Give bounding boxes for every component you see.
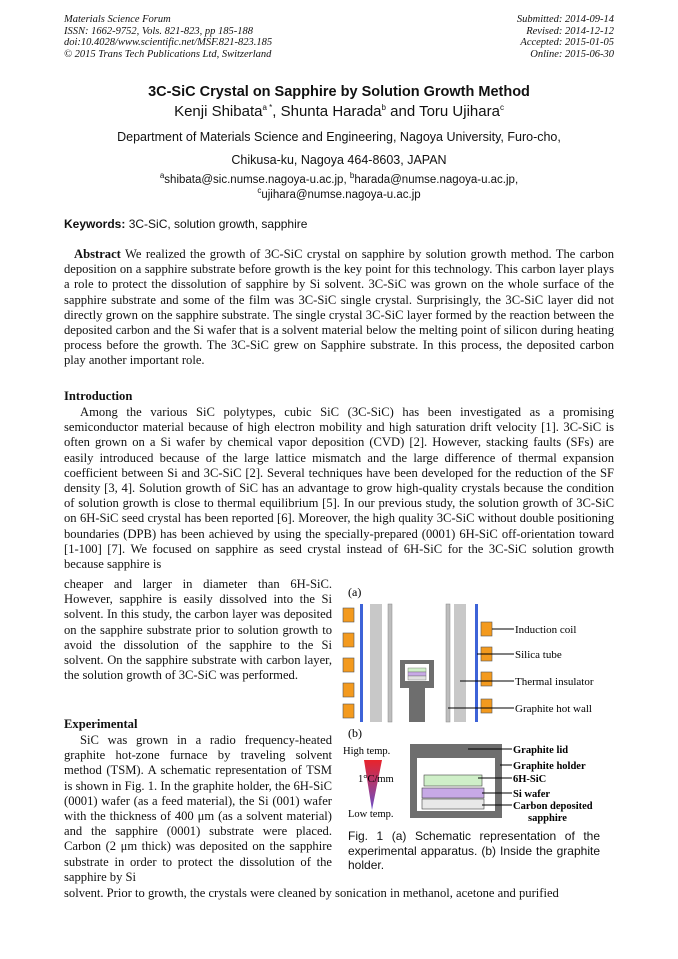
experimental-heading: Experimental bbox=[64, 717, 138, 731]
label-high-temp: High temp. bbox=[343, 746, 391, 757]
author-2: Shunta Harada bbox=[280, 103, 382, 120]
submitted-date: Submitted: 2014-09-14 bbox=[516, 14, 614, 25]
keywords bbox=[64, 217, 307, 231]
sapphire-layer-b bbox=[422, 799, 484, 809]
figure-1-schematic bbox=[338, 582, 618, 827]
induction-coil-left-5 bbox=[343, 704, 354, 718]
temperature-gradient-triangle bbox=[364, 760, 382, 810]
sapphire-layer-a bbox=[408, 676, 426, 680]
label-thermal-insulator: Thermal insulator bbox=[515, 676, 594, 688]
affiliation-line-1: Department of Materials Science and Engineering, Nagoya University, Furo-cho, bbox=[117, 130, 561, 144]
label-gradient: 1°C/mm bbox=[358, 774, 394, 785]
doi: doi:10.4028/www.scientific.net/MSF.821-823.185 bbox=[64, 37, 273, 48]
publication-dates bbox=[517, 14, 614, 60]
sic-layer-a bbox=[408, 668, 426, 672]
experimental-continuation: solvent. Prior to growth, the crystals were cleaned by sonication in methanol, acetone and purified bbox=[64, 886, 559, 900]
keywords-text: 3C-SiC, solution growth, sapphire bbox=[125, 217, 308, 231]
si-layer-a bbox=[408, 672, 426, 676]
email-line-2: $^c$ujihara@numse.nagoya-u.ac.jp bbox=[257, 186, 421, 201]
induction-coil-left-4 bbox=[343, 683, 354, 697]
label-graphite-lid: Graphite lid bbox=[513, 745, 569, 756]
thermal-insulator-left bbox=[370, 604, 382, 722]
introduction-heading: Introduction bbox=[64, 389, 133, 403]
email-a[interactable]: shibata@sic.numse.nagoya-u.ac.jp, bbox=[164, 173, 350, 186]
author-3: Toru Ujihara bbox=[419, 103, 500, 120]
abstract bbox=[64, 247, 614, 369]
label-induction-coil: Induction coil bbox=[515, 624, 577, 636]
induction-coil-right-4 bbox=[481, 699, 492, 713]
online-date: Online: 2015-06-30 bbox=[530, 48, 614, 60]
label-silica-tube: Silica tube bbox=[515, 649, 562, 661]
author-1: Kenji Shibata bbox=[174, 103, 263, 120]
figure-label-b: (b) bbox=[348, 726, 362, 740]
affiliation-line-2: Chikusa-ku, Nagoya 464-8603, JAPAN bbox=[231, 153, 447, 167]
label-carbon-deposited: Carbon deposited bbox=[513, 801, 593, 812]
si-wafer-layer-b bbox=[422, 788, 484, 798]
silica-tube-left bbox=[360, 604, 363, 722]
revised-date: Revised: 2014-12-12 bbox=[526, 25, 614, 37]
accepted-date: Accepted: 2015-01-05 bbox=[520, 37, 614, 48]
label-graphite-holder: Graphite holder bbox=[513, 761, 586, 772]
journal-name: Materials Science Forum bbox=[64, 14, 171, 25]
introduction-paragraph-2: cheaper and larger in diameter than 6H-SiC. However, sapphire is easily dissolved into the Si solvent. In this study, the carbon layer was deposited on the sapphire substrate prior to solution growth to avoid the dissolution of the sapphire to the Si solvent. On the sapphire substrate with carbon layer, the solution growth of 3C-SiC was performed. bbox=[64, 577, 332, 683]
journal-info bbox=[64, 14, 272, 60]
induction-coil-left-1 bbox=[343, 608, 354, 622]
email-b[interactable]: harada@numse.nagoya-u.ac.jp, bbox=[354, 173, 519, 186]
experimental-paragraph: SiC was grown in a radio frequency-heated graphite hot-zone furnace by traveling solvent method (TSM). A schematic representation of TSM is shown in Fig. 1. In the graphite holder, the 6H-SiC (0001) wafer (as a feed material), the Si (001) wafer with the thickness of 400 μm (as a solvent material) and the sapphire (0001) substrate were placed. Carbon (2 μm thick) was deposited on the sapphire substrate in order to protect the dissolution of the sapphire by Si bbox=[64, 733, 332, 884]
graphite-hot-wall-left bbox=[388, 604, 392, 722]
abstract-label: Abstract bbox=[74, 247, 121, 261]
induction-coil-left-2 bbox=[343, 633, 354, 647]
copyright: © 2015 Trans Tech Publications Ltd, Switzerland bbox=[64, 48, 272, 60]
label-sapphire: sapphire bbox=[528, 813, 567, 824]
induction-coil-right-3 bbox=[481, 672, 492, 686]
label-si-wafer: Si wafer bbox=[513, 789, 551, 800]
introduction-paragraph-1: Among the various SiC polytypes, cubic SiC (3C-SiC) has been investigated as a promising semiconductor material because of high electron mobility and high saturation drift velocity [1]. 3C-SiC is often grown on a Si wafer by chemical vapor deposition (CVD) [2]. However, stacking faults (SFs) are easily introduced because of the large lattice mismatch and the large difference of thermal expansion coefficient between Si and 3C-SiC [2]. Several techniques have been developed for the reduction of the SF density [3, 4]. Solution growth of SiC has an advantage to grow high-quality crystals because the condition of solution growth is close to thermal equilibrium [5]. In our previous study, the solution growth of 3C-SiC on 6H-SiC seed crystal has been reported [6]. Moreover, the high quality 3C-SiC without double positioning boundaries (DPB) has been achieved by using the specially-prepared (0001) 6H-SiC off-orientation toward [1-100] [7]. We focused on sapphire as seed crystal instead of 6H-SiC for the 3C-SiC solution growth because sapphire is bbox=[64, 405, 614, 572]
figure-label-a: (a) bbox=[348, 585, 362, 599]
graphite-hot-wall-right bbox=[446, 604, 450, 722]
label-graphite-hot-wall: Graphite hot wall bbox=[515, 703, 592, 715]
label-low-temp: Low temp. bbox=[348, 809, 394, 820]
author-list: Kenji Shibata$^{a *}$, Shunta Harada$^b$ and Toru Ujihara$^c$ bbox=[174, 103, 504, 120]
abstract-text: We realized the growth of 3C-SiC crystal on sapphire by solution growth method. The carbon deposition on a sapphire substrate before growth is the key point for this technology. This carbon layer plays a role to protect the dissolution of sapphire by Si solvent. 3C-SiC was grown on the whole surface of the sapphire substrate and some of the film was 3C-SiC single crystal. Surprisingly, the 3C-SiC layer did not directly grown on the sapphire substrate. The single crystal 3C-SiC layer formed by the reaction between the deposited carbon and the Si wafer that is a solvent material below the melting point of silicon during heating process before the growth. The 3C-SiC grew on Sapphire substrate. In this process, the deposited carbon play another important role. bbox=[64, 247, 614, 368]
keywords-label: Keywords: bbox=[64, 217, 126, 231]
induction-coil-left-3 bbox=[343, 658, 354, 672]
email-c[interactable]: ujihara@numse.nagoya-u.ac.jp bbox=[261, 188, 421, 201]
figure-1-caption: Fig. 1 (a) Schematic representation of the experimental apparatus. (b) Inside the graphite holder. bbox=[348, 829, 600, 873]
label-6h-sic: 6H-SiC bbox=[513, 774, 547, 785]
paper-title: 3C-SiC Crystal on Sapphire by Solution Growth Method bbox=[148, 84, 530, 100]
silica-tube-right bbox=[475, 604, 478, 722]
email-line-1: $^a$shibata@sic.numse.nagoya-u.ac.jp, $^b$harada@numse.nagoya-u.ac.jp, bbox=[159, 171, 519, 186]
thermal-insulator-right bbox=[454, 604, 466, 722]
issn: ISSN: 1662-9752, Vols. 821-823, pp 185-188 bbox=[64, 25, 253, 37]
induction-coil-right-1 bbox=[481, 622, 492, 636]
sic-layer-b bbox=[424, 775, 482, 786]
holder-shaft bbox=[409, 688, 425, 722]
